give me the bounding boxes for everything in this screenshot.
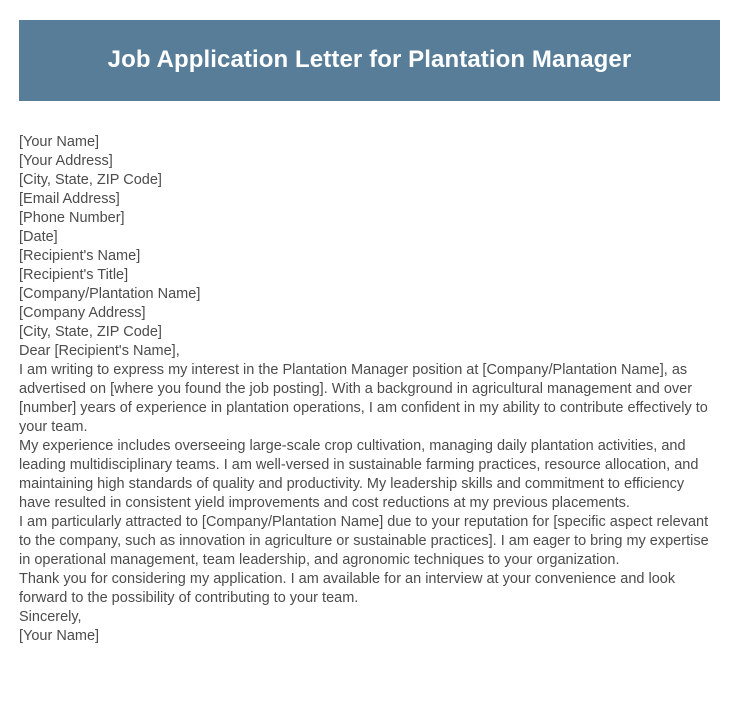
sender-line-email: [Email Address]	[19, 191, 120, 207]
recipient-line-company-address: [Company Address]	[19, 305, 146, 321]
sender-address-block	[19, 133, 713, 247]
sender-line-date: [Date]	[19, 229, 58, 245]
recipient-address-block	[19, 247, 713, 342]
body-paragraph-1: I am writing to express my interest in the Plantation Manager position at [Company/Plantation Name], as advertised on [where you found the job posting]. With a background in agricultural management and over [number] years of experience in plantation operations, I am confident in my ability to contribute effectively to your team.	[19, 362, 708, 435]
salutation: Dear [Recipient's Name],	[19, 343, 180, 359]
letter-title-bar	[19, 20, 720, 101]
sender-line-your-address: [Your Address]	[19, 153, 113, 169]
page-title: Job Application Letter for Plantation Manager	[107, 46, 632, 74]
recipient-line-title: [Recipient's Title]	[19, 267, 129, 283]
body-paragraph-4: Thank you for considering my application. I am available for an interview at your convenience and look forward to the possibility of contributing to your team.	[19, 571, 676, 606]
letter-content	[19, 133, 713, 646]
body-paragraph-2: My experience includes overseeing large-scale crop cultivation, managing daily plantation activities, and leading multidisciplinary teams. I am well-versed in sustainable farming practices, resource allocation, and maintaining high standards of quality and productivity. My leadership skills and commitment to efficiency have resulted in consistent yield improvements and cost reductions at my previous placements.	[19, 438, 699, 511]
sender-line-phone: [Phone Number]	[19, 210, 125, 226]
recipient-line-name: [Recipient's Name]	[19, 248, 141, 264]
sender-line-your-name: [Your Name]	[19, 134, 100, 150]
signature-name: [Your Name]	[19, 628, 100, 644]
closing-salutation: Sincerely,	[19, 609, 82, 625]
recipient-line-city-state-zip: [City, State, ZIP Code]	[19, 324, 162, 340]
sender-line-city-state-zip: [City, State, ZIP Code]	[19, 172, 162, 188]
recipient-line-company: [Company/Plantation Name]	[19, 286, 201, 302]
body-paragraph-3: I am particularly attracted to [Company/Plantation Name] due to your reputation for [specific aspect relevant to the company, such as innovation in agriculture or sustainable practices]. I am eager to bring my expertise in operational management, team leadership, and agronomic techniques to your organization.	[19, 514, 709, 568]
